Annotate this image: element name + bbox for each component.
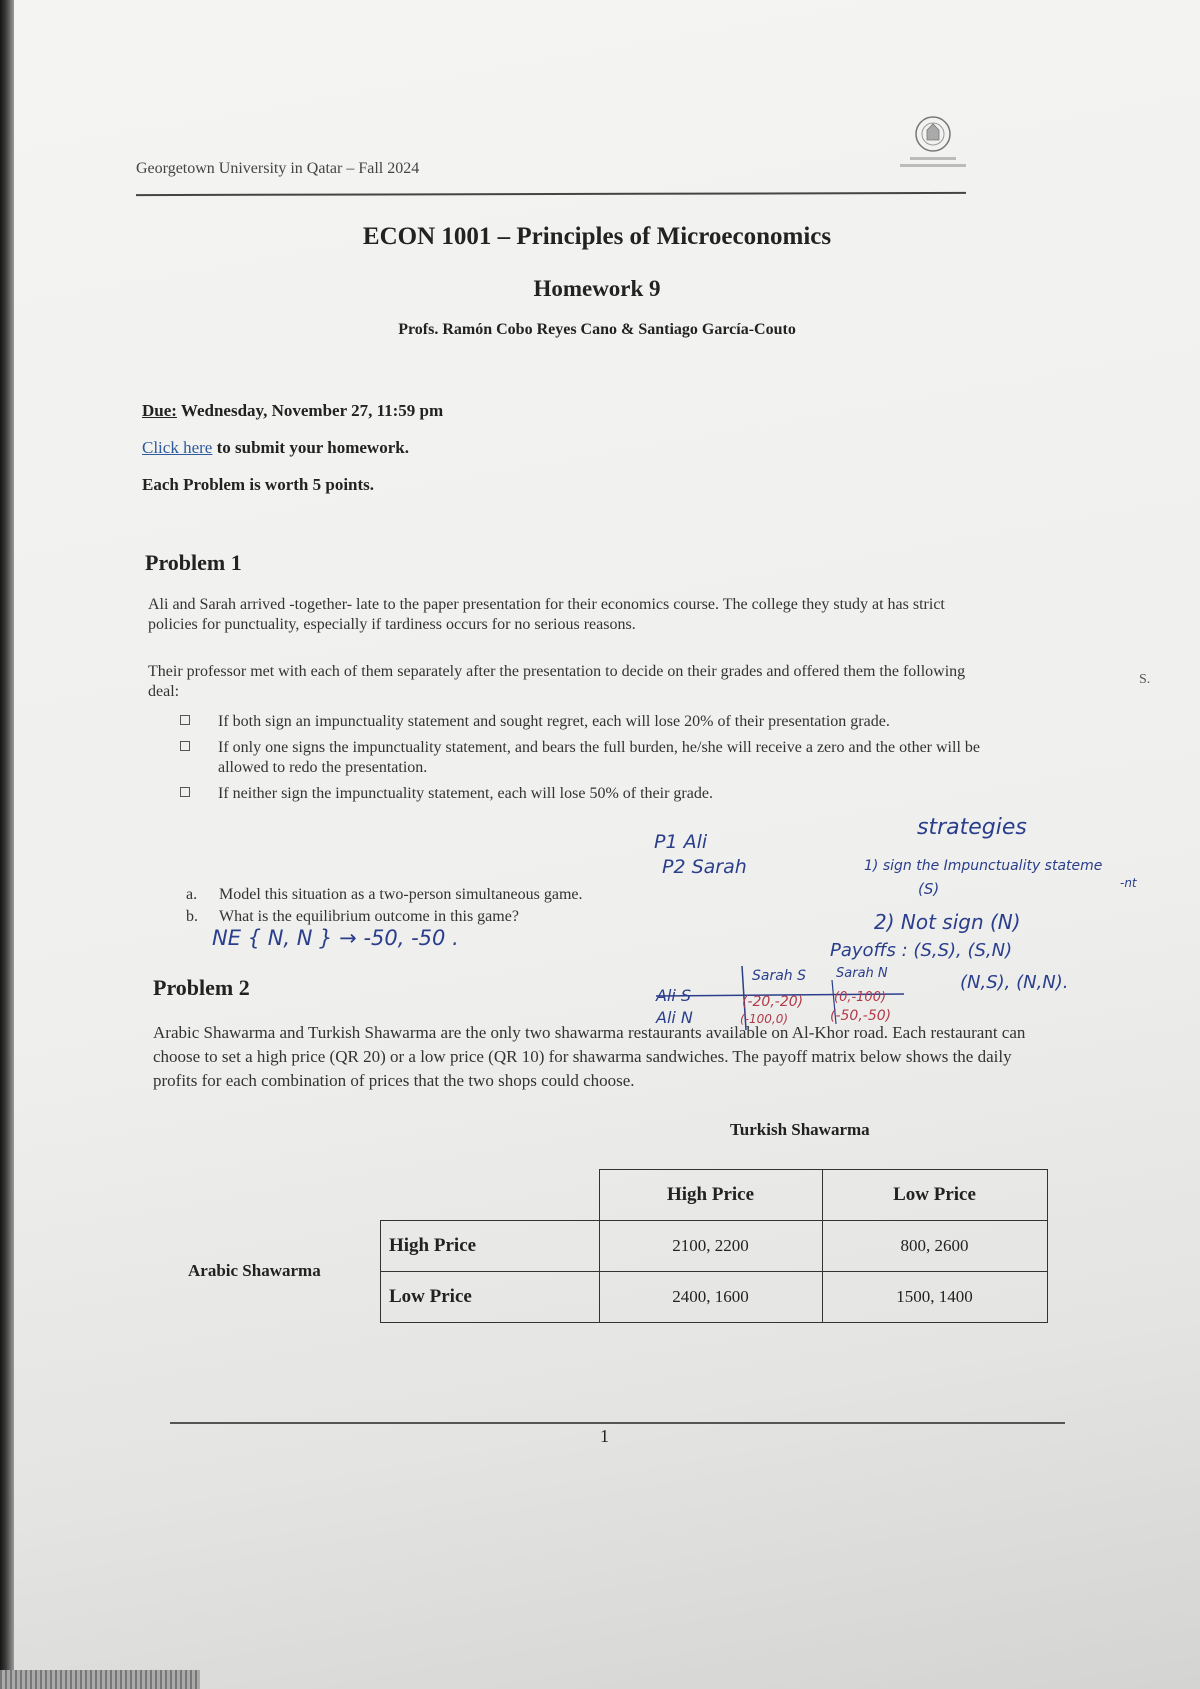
- payoff-cell: 800, 2600: [822, 1221, 1047, 1272]
- handwritten-strategy-1: 1) sign the Impunctuality stateme: [864, 858, 1103, 874]
- deal-item: If both sign an impunctuality statement and sought regret, each will lose 20% of their presentation grade.: [180, 712, 1000, 732]
- handwritten-payoffs-1: Payoffs : (S,S), (S,N): [830, 940, 1013, 961]
- handwritten-strategy-1-code: (S): [918, 880, 940, 898]
- points-note: Each Problem is worth 5 points.: [142, 475, 375, 494]
- handwritten-nash-equilibrium: NE { N, N } → -50, -50 .: [212, 926, 459, 950]
- handwritten-sarah-n: Sarah N: [836, 966, 888, 981]
- handwritten-sarah-s: Sarah S: [752, 968, 807, 984]
- handwritten-strategy-2: 2) Not sign (N): [874, 910, 1021, 934]
- handwritten-payoffs-2: (N,S), (N,N).: [960, 972, 1069, 993]
- homework-title: Homework 9: [533, 276, 661, 301]
- document-page: [14, 0, 1200, 1689]
- handwritten-player2: P2 Sarah: [662, 856, 747, 878]
- handwritten-ali-s: Ali S: [656, 986, 692, 1005]
- problem1-paragraph-1: Ali and Sarah arrived -together- late to the paper presentation for their economics course. The college they study at has strict policies for punctuality, especially if tardiness occurs for no serious reasons.: [148, 596, 945, 633]
- margin-mark: S.: [1139, 672, 1151, 687]
- payoff-row: [381, 1272, 1048, 1323]
- payoff-cell: 2100, 2200: [599, 1221, 822, 1272]
- question-item: a. Model this situation as a two-person simultaneous game.: [186, 886, 583, 903]
- row-player-label: Arabic Shawarma: [188, 1261, 321, 1280]
- column-header-low: Low Price: [822, 1170, 1047, 1221]
- row-header-high: High Price: [381, 1221, 600, 1272]
- deal-list: [180, 712, 1000, 810]
- due-date: [142, 401, 443, 421]
- checkbox-icon: [180, 715, 190, 725]
- payoff-cell: 1500, 1400: [822, 1272, 1047, 1323]
- photo-bottom-strip: [0, 1670, 200, 1689]
- deal-item: If only one signs the impunctuality statement, and bears the full burden, he/she will receive a zero and the other will be allowed to redo the presentation.: [180, 738, 1000, 778]
- column-player-label: Turkish Shawarma: [730, 1120, 870, 1139]
- due-value: Wednesday, November 27, 11:59 pm: [180, 401, 444, 420]
- handwritten-cell-ns: (-100,0): [740, 1012, 789, 1026]
- handwritten-strategies-title: strategies: [917, 815, 1027, 840]
- problem2-heading: Problem 2: [153, 975, 250, 1000]
- column-header-high: High Price: [599, 1170, 822, 1221]
- university-seal-icon: [890, 112, 976, 178]
- problem1-heading: Problem 1: [145, 550, 242, 575]
- problem1-paragraph-2: Their professor met with each of them separately after the presentation to decide on their grades and offered them the following deal:: [148, 663, 966, 700]
- question-item: b. What is the equilibrium outcome in this game?: [186, 908, 519, 925]
- photo-edge-shadow: [0, 0, 14, 1689]
- footer-divider: [170, 1422, 1065, 1424]
- handwritten-cell-nn: (-50,-50): [830, 1008, 892, 1024]
- handwritten-ali-n: Ali N: [656, 1008, 693, 1027]
- handwritten-player1: P1 Ali: [654, 831, 708, 853]
- handwritten-cell-sn: (0,-100): [834, 990, 887, 1005]
- problem2-paragraph: Arabic Shawarma and Turkish Shawarma are the only two shawarma restaurants available on Al-Khor road. Each restaurant can choose to set a high price (QR 20) or a low price (QR 10) for shawarma sandwiches. The payoff matrix below shows the daily profits for each combination of prices that the two shops could choose.: [153, 1023, 1026, 1090]
- submit-text: to submit your homework.: [216, 438, 409, 457]
- handwritten-cell-ss: (-20,-20): [742, 994, 804, 1010]
- submit-line: [142, 438, 409, 458]
- question-list: [186, 884, 583, 928]
- course-title: ECON 1001 – Principles of Microeconomics: [362, 223, 832, 250]
- checkbox-icon: [180, 741, 190, 751]
- handwritten-strategy-1-tail: -nt: [1120, 876, 1137, 890]
- payoff-row: [381, 1221, 1048, 1272]
- payoff-header-row: [381, 1170, 1048, 1221]
- payoff-matrix: [380, 1169, 1048, 1323]
- row-header-low: Low Price: [381, 1272, 600, 1323]
- payoff-cell: 2400, 1600: [599, 1272, 822, 1323]
- due-label: Due:: [142, 401, 177, 420]
- deal-item: If neither sign the impunctuality statement, each will lose 50% of their grade.: [180, 784, 1000, 804]
- professors-line: Profs. Ramón Cobo Reyes Cano & Santiago García-Couto: [398, 321, 796, 338]
- header-divider: [136, 192, 966, 196]
- checkbox-icon: [180, 787, 190, 797]
- submit-link[interactable]: Click here: [142, 438, 213, 457]
- header-institution: Georgetown University in Qatar – Fall 2024: [136, 160, 420, 177]
- page-number: 1: [600, 1426, 609, 1446]
- corner-cell: [381, 1170, 600, 1221]
